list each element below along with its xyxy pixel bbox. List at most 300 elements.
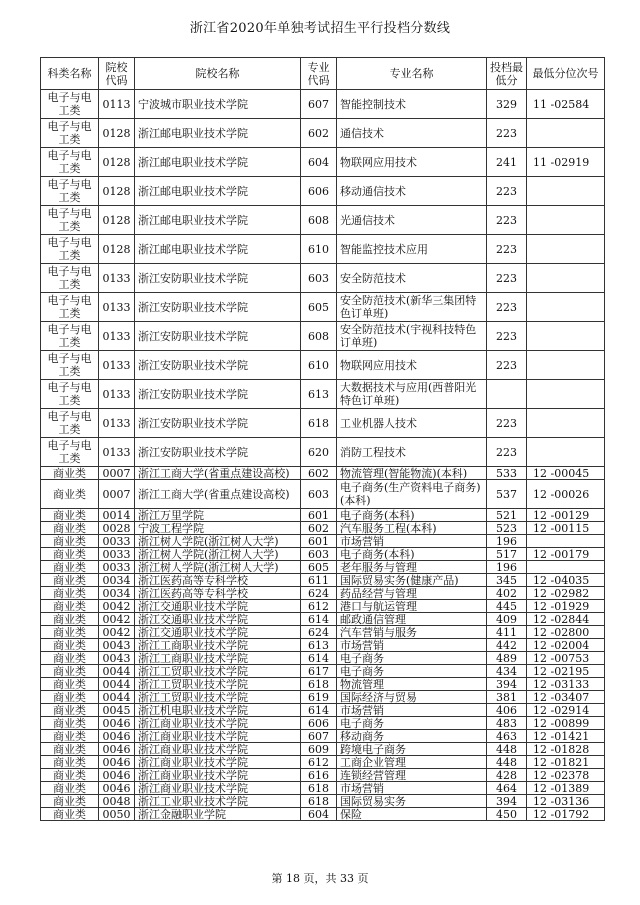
cell-major-name: 国际贸易实务(健康产品) [337,574,487,587]
cell-min-rank [527,409,605,438]
cell-category: 商业类 [41,730,99,743]
table-row [41,626,605,639]
cell-major-name: 市场营销 [337,782,487,795]
cell-category: 商业类 [41,782,99,795]
header-category: 科类名称 [41,58,99,90]
cell-school-code: 0042 [99,600,135,613]
table-row [41,600,605,613]
cell-school-name: 浙江邮电职业技术学院 [135,235,301,264]
cell-school-code: 0042 [99,613,135,626]
cell-category: 电子与电工类 [41,438,99,467]
cell-school-code: 0034 [99,574,135,587]
cell-school-name: 浙江机电职业技术学院 [135,704,301,717]
cell-school-name: 浙江商业职业技术学院 [135,730,301,743]
header-min-rank: 最低分位次号 [527,58,605,90]
cell-major-name: 物联网应用技术 [337,351,487,380]
cell-min-rank [527,206,605,235]
table-row [41,652,605,665]
cell-major-code: 606 [301,717,337,730]
cell-category: 电子与电工类 [41,235,99,264]
cell-school-name: 宁波工程学院 [135,522,301,535]
cell-min-score: 223 [487,293,527,322]
table-row [41,730,605,743]
cell-major-name: 物流管理 [337,678,487,691]
cell-min-score: 402 [487,587,527,600]
cell-category: 商业类 [41,548,99,561]
cell-min-score: 521 [487,509,527,522]
cell-min-rank: 12 -04035 [527,574,605,587]
cell-major-name: 物联网应用技术 [337,148,487,177]
cell-min-rank: 12 -02195 [527,665,605,678]
cell-school-name: 浙江安防职业技术学院 [135,380,301,409]
cell-major-code: 602 [301,467,337,480]
cell-min-score: 196 [487,561,527,574]
cell-major-name: 电子商务(本科) [337,509,487,522]
cell-school-name: 浙江交通职业技术学院 [135,613,301,626]
table-row [41,548,605,561]
cell-category: 电子与电工类 [41,293,99,322]
cell-school-name: 浙江商业职业技术学院 [135,717,301,730]
cell-category: 电子与电工类 [41,206,99,235]
cell-major-code: 601 [301,509,337,522]
cell-school-code: 0048 [99,795,135,808]
cell-category: 电子与电工类 [41,409,99,438]
cell-category: 商业类 [41,769,99,782]
cell-school-name: 浙江邮电职业技术学院 [135,119,301,148]
cell-min-rank [527,322,605,351]
cell-min-rank: 12 -00045 [527,467,605,480]
cell-min-rank: 12 -03136 [527,795,605,808]
cell-major-name: 电子商务 [337,652,487,665]
cell-category: 商业类 [41,756,99,769]
cell-category: 商业类 [41,626,99,639]
table-row [41,467,605,480]
cell-min-rank [527,235,605,264]
cell-min-rank: 12 -00899 [527,717,605,730]
header-school-code: 院校代码 [99,58,135,90]
cell-major-name: 物流管理(智能物流)(本科) [337,467,487,480]
table-row [41,691,605,704]
cell-min-rank: 12 -01421 [527,730,605,743]
cell-school-name: 浙江商业职业技术学院 [135,782,301,795]
cell-min-rank [527,351,605,380]
cell-school-code: 0128 [99,206,135,235]
cell-school-name: 浙江工商职业技术学院 [135,652,301,665]
cell-major-code: 602 [301,522,337,535]
cell-min-rank [527,380,605,409]
cell-min-rank: 12 -01821 [527,756,605,769]
cell-category: 商业类 [41,652,99,665]
header-school-name: 院校名称 [135,58,301,90]
cell-school-code: 0044 [99,665,135,678]
table-row [41,522,605,535]
table-row [41,769,605,782]
cell-min-rank: 12 -00129 [527,509,605,522]
header-min-score: 投档最低分 [487,58,527,90]
cell-school-name: 浙江工商大学(省重点建设高校) [135,480,301,509]
cell-min-score: 196 [487,535,527,548]
cell-major-code: 617 [301,665,337,678]
cell-school-name: 浙江邮电职业技术学院 [135,177,301,206]
cell-school-name: 浙江医药高等专科学校 [135,574,301,587]
cell-school-code: 0133 [99,264,135,293]
cell-major-code: 610 [301,235,337,264]
table-row [41,535,605,548]
cell-category: 电子与电工类 [41,264,99,293]
page-title: 浙江省2020年单独考试招生平行投档分数线 [189,21,451,36]
cell-school-name: 浙江交通职业技术学院 [135,600,301,613]
cell-school-name: 浙江邮电职业技术学院 [135,206,301,235]
cell-min-score: 517 [487,548,527,561]
cell-min-score: 464 [487,782,527,795]
cell-major-name: 港口与航运管理 [337,600,487,613]
cell-school-name: 浙江工业职业技术学院 [135,795,301,808]
cell-min-score: 345 [487,574,527,587]
cell-major-code: 618 [301,782,337,795]
cell-min-score: 434 [487,665,527,678]
cell-min-score: 223 [487,409,527,438]
cell-major-code: 612 [301,756,337,769]
cell-min-rank: 12 -01792 [527,808,605,821]
cell-category: 商业类 [41,717,99,730]
cell-min-score: 223 [487,438,527,467]
table-row [41,177,605,206]
cell-major-code: 604 [301,808,337,821]
cell-major-code: 613 [301,639,337,652]
cell-school-name: 浙江安防职业技术学院 [135,322,301,351]
cell-major-code: 613 [301,380,337,409]
cell-major-code: 618 [301,678,337,691]
cell-major-name: 市场营销 [337,704,487,717]
cell-min-rank: 11 -02919 [527,148,605,177]
cell-major-code: 607 [301,730,337,743]
cell-category: 商业类 [41,509,99,522]
cell-school-name: 浙江树人学院(浙江树人大学) [135,548,301,561]
cell-min-rank: 12 -03133 [527,678,605,691]
cell-school-code: 0043 [99,652,135,665]
cell-min-rank: 12 -02982 [527,587,605,600]
cell-category: 商业类 [41,535,99,548]
cell-school-code: 0128 [99,177,135,206]
cell-major-code: 602 [301,119,337,148]
cell-major-code: 608 [301,206,337,235]
cell-school-name: 浙江树人学院(浙江树人大学) [135,561,301,574]
cell-category: 商业类 [41,467,99,480]
cell-school-name: 浙江工商职业技术学院 [135,639,301,652]
cell-major-code: 619 [301,691,337,704]
cell-school-code: 0133 [99,380,135,409]
table-row [41,717,605,730]
cell-category: 商业类 [41,678,99,691]
cell-school-code: 0014 [99,509,135,522]
cell-min-score: 223 [487,206,527,235]
table-row [41,782,605,795]
cell-major-name: 电子商务(本科) [337,548,487,561]
cell-major-name: 消防工程技术 [337,438,487,467]
cell-school-code: 0133 [99,293,135,322]
table-row [41,206,605,235]
cell-school-code: 0046 [99,756,135,769]
cell-category: 商业类 [41,574,99,587]
cell-min-rank: 12 -02844 [527,613,605,626]
cell-major-code: 605 [301,561,337,574]
cell-school-name: 浙江医药高等专科学校 [135,587,301,600]
cell-min-score: 409 [487,613,527,626]
cell-min-rank [527,177,605,206]
table-row [41,756,605,769]
cell-min-score: 450 [487,808,527,821]
cell-category: 商业类 [41,808,99,821]
table-row [41,639,605,652]
cell-min-rank: 12 -01929 [527,600,605,613]
cell-min-rank [527,264,605,293]
cell-min-score: 223 [487,235,527,264]
cell-min-score: 223 [487,351,527,380]
cell-major-name: 汽车服务工程(本科) [337,522,487,535]
cell-min-rank [527,535,605,548]
cell-school-code: 0028 [99,522,135,535]
cell-school-code: 0033 [99,535,135,548]
cell-category: 商业类 [41,665,99,678]
cell-category: 商业类 [41,480,99,509]
cell-category: 商业类 [41,600,99,613]
cell-min-score: 445 [487,600,527,613]
cell-category: 电子与电工类 [41,177,99,206]
cell-min-score: 523 [487,522,527,535]
cell-school-name: 浙江安防职业技术学院 [135,409,301,438]
cell-school-name: 浙江邮电职业技术学院 [135,148,301,177]
cell-major-code: 611 [301,574,337,587]
cell-school-name: 浙江金融职业学院 [135,808,301,821]
cell-school-code: 0007 [99,467,135,480]
cell-school-name: 浙江商业职业技术学院 [135,743,301,756]
cell-min-rank [527,561,605,574]
cell-school-name: 浙江安防职业技术学院 [135,264,301,293]
cell-school-code: 0133 [99,409,135,438]
cell-major-name: 通信技术 [337,119,487,148]
cell-min-rank: 12 -00026 [527,480,605,509]
cell-min-score: 381 [487,691,527,704]
cell-school-code: 0033 [99,548,135,561]
cell-category: 商业类 [41,795,99,808]
cell-school-name: 浙江安防职业技术学院 [135,438,301,467]
cell-major-name: 安全防范技术(宇视科技特色订单班) [337,322,487,351]
cell-major-name: 智能控制技术 [337,90,487,119]
cell-major-code: 605 [301,293,337,322]
cell-min-score: 329 [487,90,527,119]
cell-major-name: 工业机器人技术 [337,409,487,438]
table-row [41,613,605,626]
cell-school-name: 浙江安防职业技术学院 [135,293,301,322]
cell-major-name: 药品经营与管理 [337,587,487,600]
cell-min-rank: 12 -02378 [527,769,605,782]
table-row [41,561,605,574]
cell-min-score: 241 [487,148,527,177]
cell-major-name: 邮政通信管理 [337,613,487,626]
table-row [41,509,605,522]
cell-major-code: 620 [301,438,337,467]
cell-school-code: 0046 [99,743,135,756]
cell-school-code: 0133 [99,438,135,467]
cell-min-score: 442 [487,639,527,652]
table-row [41,380,605,409]
cell-min-score: 448 [487,756,527,769]
cell-min-score: 411 [487,626,527,639]
cell-school-name: 浙江交通职业技术学院 [135,626,301,639]
cell-school-code: 0113 [99,90,135,119]
cell-school-code: 0046 [99,717,135,730]
cell-school-code: 0133 [99,322,135,351]
cell-min-rank: 12 -03407 [527,691,605,704]
cell-category: 商业类 [41,743,99,756]
cell-major-name: 老年服务与管理 [337,561,487,574]
table-row [41,148,605,177]
cell-min-score: 463 [487,730,527,743]
cell-min-score: 448 [487,743,527,756]
cell-major-code: 601 [301,535,337,548]
cell-min-rank [527,293,605,322]
cell-major-name: 电子商务(生产资料电子商务)(本科) [337,480,487,509]
cell-min-rank: 12 -01389 [527,782,605,795]
cell-school-code: 0042 [99,626,135,639]
cell-min-score: 394 [487,795,527,808]
cell-category: 商业类 [41,522,99,535]
admission-score-table [40,57,605,821]
cell-major-code: 618 [301,795,337,808]
cell-min-rank: 12 -00753 [527,652,605,665]
cell-major-name: 连锁经营管理 [337,769,487,782]
cell-major-name: 电子商务 [337,665,487,678]
cell-school-code: 0128 [99,235,135,264]
cell-school-name: 浙江工贸职业技术学院 [135,691,301,704]
cell-category: 商业类 [41,691,99,704]
cell-major-code: 612 [301,600,337,613]
table-row [41,743,605,756]
cell-major-code: 614 [301,704,337,717]
header-major-code: 专业代码 [301,58,337,90]
cell-school-name: 宁波城市职业技术学院 [135,90,301,119]
cell-school-name: 浙江树人学院(浙江树人大学) [135,535,301,548]
cell-category: 商业类 [41,587,99,600]
cell-major-name: 智能监控技术应用 [337,235,487,264]
table-row [41,322,605,351]
cell-major-name: 保险 [337,808,487,821]
cell-school-code: 0128 [99,119,135,148]
table-row [41,351,605,380]
cell-major-name: 市场营销 [337,535,487,548]
cell-major-name: 跨境电子商务 [337,743,487,756]
cell-min-score: 428 [487,769,527,782]
cell-min-score: 223 [487,119,527,148]
table-header-row [41,58,605,90]
cell-min-rank [527,438,605,467]
table-row [41,409,605,438]
cell-min-score: 537 [487,480,527,509]
cell-school-name: 浙江万里学院 [135,509,301,522]
cell-major-code: 614 [301,652,337,665]
cell-major-name: 安全防范技术(新华三集团特色订单班) [337,293,487,322]
cell-school-code: 0034 [99,587,135,600]
cell-min-score: 489 [487,652,527,665]
cell-major-name: 市场营销 [337,639,487,652]
cell-major-name: 电子商务 [337,717,487,730]
cell-major-name: 安全防范技术 [337,264,487,293]
cell-school-name: 浙江工贸职业技术学院 [135,678,301,691]
cell-major-name: 大数据技术与应用(西普阳光特色订单班) [337,380,487,409]
cell-category: 电子与电工类 [41,90,99,119]
table-row [41,293,605,322]
table-row [41,678,605,691]
cell-min-score: 394 [487,678,527,691]
cell-major-code: 607 [301,90,337,119]
table-row [41,665,605,678]
cell-school-code: 0033 [99,561,135,574]
cell-school-name: 浙江安防职业技术学院 [135,351,301,380]
cell-category: 电子与电工类 [41,148,99,177]
cell-major-code: 610 [301,351,337,380]
cell-school-code: 0046 [99,730,135,743]
cell-min-score: 223 [487,322,527,351]
cell-major-name: 国际经济与贸易 [337,691,487,704]
cell-category: 商业类 [41,613,99,626]
cell-min-rank [527,119,605,148]
cell-major-code: 604 [301,148,337,177]
header-major-name: 专业名称 [337,58,487,90]
table-row [41,480,605,509]
table-row [41,704,605,717]
cell-major-name: 移动通信技术 [337,177,487,206]
cell-school-name: 浙江工贸职业技术学院 [135,665,301,678]
cell-major-code: 618 [301,409,337,438]
cell-major-code: 608 [301,322,337,351]
cell-min-score: 483 [487,717,527,730]
cell-category: 电子与电工类 [41,119,99,148]
cell-school-code: 0046 [99,782,135,795]
cell-min-rank: 12 -00179 [527,548,605,561]
table-row [41,90,605,119]
cell-major-name: 汽车营销与服务 [337,626,487,639]
table-row [41,264,605,293]
cell-min-score: 533 [487,467,527,480]
cell-category: 商业类 [41,639,99,652]
cell-school-code: 0007 [99,480,135,509]
cell-category: 电子与电工类 [41,322,99,351]
cell-category: 电子与电工类 [41,380,99,409]
cell-category: 商业类 [41,561,99,574]
cell-major-code: 614 [301,613,337,626]
cell-min-rank: 12 -01828 [527,743,605,756]
cell-major-code: 603 [301,480,337,509]
cell-min-rank: 12 -00115 [527,522,605,535]
cell-major-code: 603 [301,264,337,293]
cell-min-score: 223 [487,264,527,293]
cell-min-rank: 12 -02914 [527,704,605,717]
cell-school-name: 浙江商业职业技术学院 [135,769,301,782]
cell-major-code: 609 [301,743,337,756]
cell-school-name: 浙江商业职业技术学院 [135,756,301,769]
cell-school-code: 0046 [99,769,135,782]
cell-major-code: 624 [301,587,337,600]
table-row [41,808,605,821]
cell-major-code: 616 [301,769,337,782]
table-row [41,119,605,148]
cell-major-code: 606 [301,177,337,206]
cell-major-name: 工商企业管理 [337,756,487,769]
cell-school-code: 0044 [99,678,135,691]
cell-min-score: 406 [487,704,527,717]
cell-school-code: 0045 [99,704,135,717]
cell-major-name: 移动商务 [337,730,487,743]
